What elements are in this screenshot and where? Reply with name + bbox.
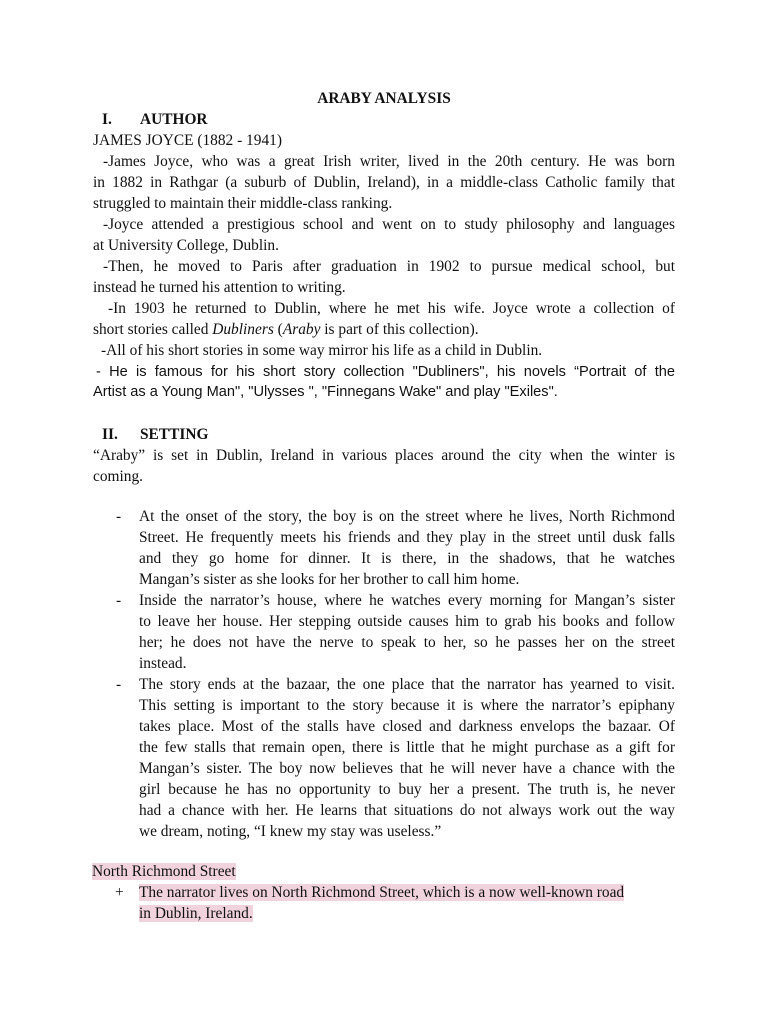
highlighted-list-line xyxy=(139,882,675,903)
list-item-line: the few stalls that remain open, there is little that he might purchase as a gift for xyxy=(139,739,675,756)
list-item-line: and they go home for dinner. It is there, in the shadows, that he watches xyxy=(139,550,675,567)
paragraph-line: instead he turned his attention to writing. xyxy=(93,279,346,296)
list-item-line: had a chance with her. He learns that situations do not always work out the way xyxy=(139,802,675,819)
list-item-line: to leave her house. Her stepping outside causes him to grab his books and follow xyxy=(139,613,675,630)
section-number: I. xyxy=(102,111,112,128)
section-title: SETTING xyxy=(140,426,209,443)
book-title-dubliners: Dubliners xyxy=(212,321,274,338)
list-item-line: her; he does not have the nerve to speak to her, so he passes her on the street xyxy=(139,634,675,651)
paragraph-line: struggled to maintain their middle-class ranking. xyxy=(93,195,393,212)
text-run: Portrait of the xyxy=(579,364,675,380)
text-run: - He is famous for his short story collection "Dubliners", his novels “ xyxy=(96,364,580,380)
list-bullet: - xyxy=(116,676,122,693)
list-item-line: Street. He frequently meets his friends and they play in the street until dusk falls xyxy=(139,529,675,546)
list-item-line: we dream, noting, “I knew my stay was useless.” xyxy=(139,823,442,840)
text-run: ( xyxy=(273,321,283,338)
list-item-line: The story ends at the bazaar, the one place that the narrator has yearned to visit. xyxy=(139,676,675,693)
list-item-line: instead. xyxy=(139,655,187,672)
document-title: ARABY ANALYSIS xyxy=(317,90,451,107)
paragraph-line: Artist as a Young Man", "Ulysses ", "Finnegans Wake" and play "Exiles". xyxy=(93,384,558,400)
section-setting-heading xyxy=(93,424,208,445)
highlight-text: in Dublin, Ireland. xyxy=(139,905,253,922)
highlighted-list-line xyxy=(139,903,675,924)
paragraph-line xyxy=(93,319,479,340)
section-number: II. xyxy=(102,426,118,443)
paragraph-line: -Joyce attended a prestigious school and went on to study philosophy and languages xyxy=(103,216,675,233)
text-run: is part of this collection). xyxy=(320,321,479,338)
author-name: JAMES JOYCE (1882 - 1941) xyxy=(93,132,282,149)
list-item-line: Mangan’s sister. The boy now believes that he will never have a chance with the xyxy=(139,760,675,777)
list-item-line: takes place. Most of the stalls have closed and darkness envelops the bazaar. Of xyxy=(139,718,675,735)
story-title-araby: Araby xyxy=(282,321,321,338)
list-bullet: - xyxy=(116,508,122,525)
highlight-label: North Richmond Street xyxy=(92,863,236,880)
text-run: short stories called xyxy=(93,321,213,338)
list-bullet-plus: + xyxy=(115,884,124,901)
highlighted-subheading xyxy=(92,861,236,882)
paragraph-line: -In 1903 he returned to Dublin, where he met his wife. Joyce wrote a collection of xyxy=(108,300,675,317)
list-item-line: This setting is important to the story because it is where the narrator’s epiphany xyxy=(139,697,675,714)
paragraph-line: -All of his short stories in some way mirror his life as a child in Dublin. xyxy=(101,342,543,359)
list-item-line: Inside the narrator’s house, where he watches every morning for Mangan’s sister xyxy=(139,592,675,609)
highlight-text: The narrator lives on North Richmond Street, which is a now well-known road xyxy=(139,884,625,901)
list-item-line: girl because he has no opportunity to buy her a present. The truth is, he never xyxy=(139,781,675,798)
list-item-line: Mangan’s sister as she looks for her brother to call him home. xyxy=(139,571,520,588)
paragraph-line: at University College, Dublin. xyxy=(93,237,279,254)
paragraph-line: -Then, he moved to Paris after graduation in 1902 to pursue medical school, but xyxy=(103,258,675,275)
section-author-heading xyxy=(93,109,208,130)
list-item-line: At the onset of the story, the boy is on the street where he lives, North Richmond xyxy=(139,508,675,525)
paragraph-line: -James Joyce, who was a great Irish writer, lived in the 20th century. He was born xyxy=(103,153,675,170)
paragraph-line xyxy=(93,361,675,383)
paragraph-line: “Araby” is set in Dublin, Ireland in various places around the city when the winter is xyxy=(93,447,675,464)
list-bullet: - xyxy=(116,592,122,609)
paragraph-line: in 1882 in Rathgar (a suburb of Dublin, Ireland), in a middle-class Catholic family that xyxy=(93,174,675,191)
section-title: AUTHOR xyxy=(140,111,208,128)
paragraph-line: coming. xyxy=(93,468,144,485)
